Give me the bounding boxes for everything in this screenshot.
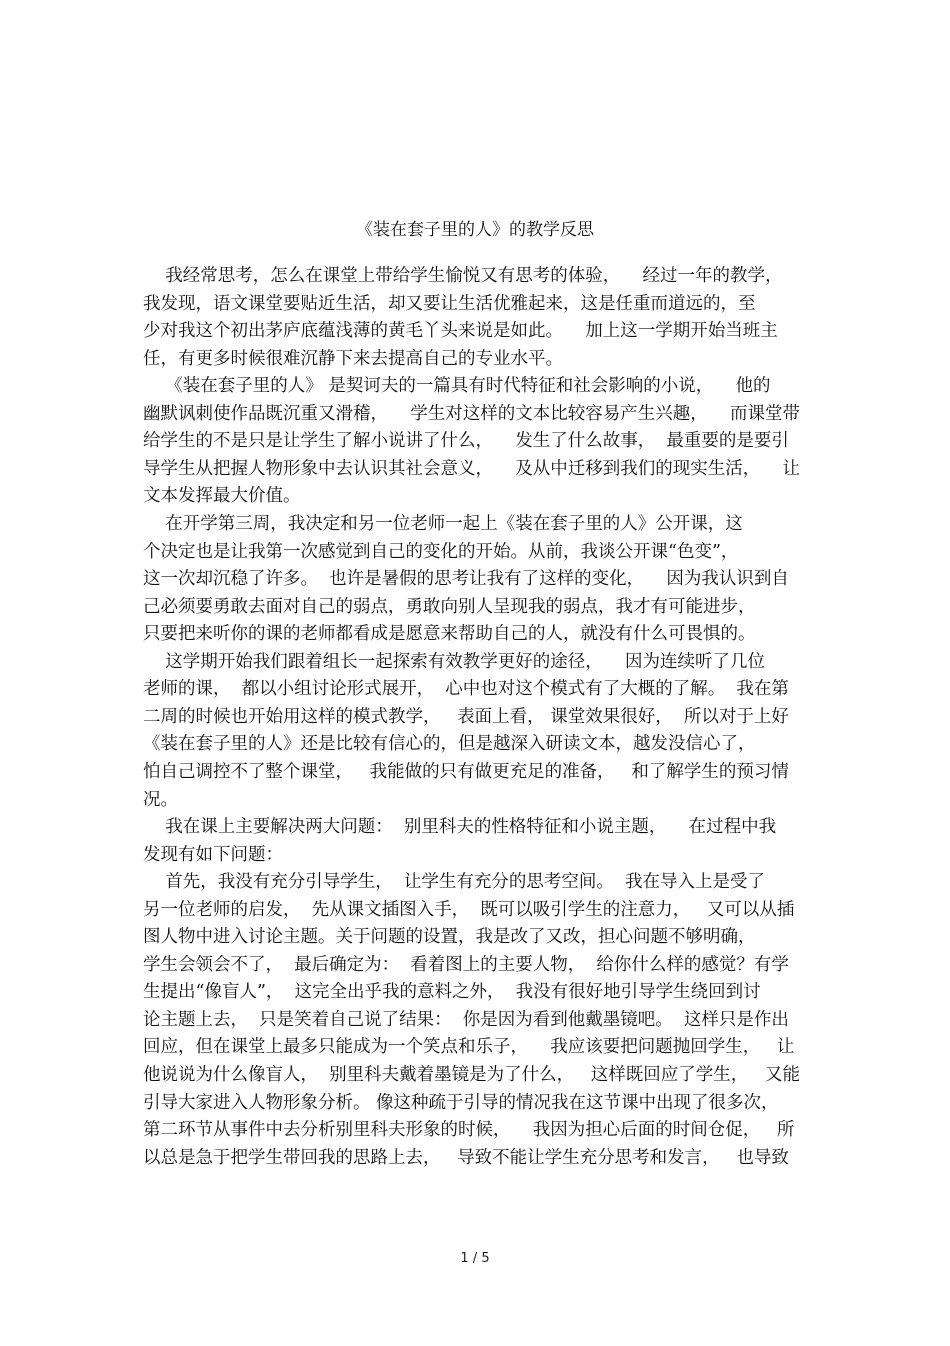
body-text-line: 任，有更多时候很难沉静下来去提高自己的专业水平。 [143, 348, 563, 369]
body-text-line: 个决定也是让我第一次感觉到自己的变化的开始。从前，我谈公开课“色变”， [143, 541, 739, 562]
body-text-line: 首先，我没有充分引导学生， 让学生有充分的思考空间。 我在导入上是受了 [143, 872, 765, 893]
body-text-line: 少对我这个初出茅庐底蕴浅薄的黄毛丫头来说是如此。 加上这一学期开始当班主 [143, 321, 778, 342]
body-text-line: 发现有如下问题： [143, 844, 283, 865]
body-text-line: 我在课上主要解决两大问题： 别里科夫的性格特征和小说主题， 在过程中我 [143, 817, 777, 837]
body-text-line: 给学生的不是只是让学生了解小说讲了什么， 发生了什么故事， 最重要的是要引 [143, 431, 789, 452]
body-text-line: 第二环节从事件中去分析别里科夫形象的时候， 我因为担心后面的时间仓促， 所 [143, 1120, 795, 1141]
body-text-line: 另一位老师的启发， 先从课文插图入手， 既可以吸引学生的注意力， 又可以从插 [143, 899, 795, 920]
body-text-line: 我经常思考，怎么在课堂上带给学生愉悦又有思考的体验， 经过一年的教学， [143, 266, 783, 286]
body-text-line: 学生会领会不了， 最后确定为： 看着图上的主要人物， 给你什么样的感觉？有学 [143, 954, 789, 975]
body-text-line: 只要把来听你的课的老师都看成是愿意来帮助自己的人，就没有什么可畏惧的。 [143, 624, 756, 645]
body-text-line: 文本发挥最大价值。 [143, 486, 301, 507]
body-text-line: 况。 [143, 789, 178, 810]
body-text-line: 导学生从把握人物形象中去认识其社会意义， 及从中迁移到我们的现实生活， 让 [143, 458, 800, 479]
body-text-line: 《装在套子里的人》 是契诃夫的一篇具有时代特征和社会影响的小说， 他的 [143, 376, 771, 397]
body-text-line: 他说说为什么像盲人， 别里科夫戴着墨镜是为了什么， 这样既回应了学生， 又能 [143, 1065, 800, 1085]
body-text-line: 生提出“像盲人”， 这完全出乎我的意料之外， 我没有很好地引导学生绕回到讨 [143, 982, 761, 1003]
body-text-line: 图人物中进入讨论主题。关于问题的设置，我是改了又改，担心问题不够明确， [143, 927, 756, 948]
body-text-line: 这一次却沉稳了许多。 也许是暑假的思考让我有了这样的变化， 因为我认识到自 [143, 569, 789, 589]
body-text-line: 我发现，语文课堂要贴近生活，却又要让生活优雅起来，这是任重而道远的，至 [143, 293, 756, 314]
body-text-line: 怕自己调控不了整个课堂， 我能做的只有做更充足的准备， 和了解学生的预习情 [143, 761, 789, 782]
body-text-line: 以总是急于把学生带回我的思路上去， 导致不能让学生充分思考和发言， 也导致 [143, 1147, 789, 1168]
body-text-line: 引导大家进入人物形象分析。 像这种疏于引导的情况我在这节课中出现了很多次， [143, 1092, 779, 1113]
body-text-line: 老师的课， 都以小组讨论形式展开， 心中也对这个模式有了大概的了解。 我在第 [143, 679, 789, 700]
body-text-line: 回应，但在课堂上最多只能成为一个笑点和乐子， 我应该要把问题抛回学生， 让 [143, 1037, 795, 1058]
body-text-line: 幽默讽刺使作品既沉重又滑稽， 学生对这样的文本比较容易产生兴趣， 而课堂带 [143, 403, 800, 424]
document-title: 《装在套子里的人》的教学反思 [356, 220, 594, 240]
body-text-line: 《装在套子里的人》还是比较有信心的，但是越深入研读文本，越发没信心了， [143, 734, 756, 755]
body-text-line: 己必须要勇敢去面对自己的弱点，勇敢向别人呈现我的弱点，我才有可能进步， [143, 596, 756, 617]
body-text-line: 在开学第三周，我决定和另一位老师一起上《装在套子里的人》公开课，这 [143, 514, 743, 534]
body-text-line: 这学期开始我们跟着组长一起探索有效教学更好的途径， 因为连续听了几位 [143, 651, 765, 672]
body-text-line: 二周的时候也开始用这样的模式教学， 表面上看， 课堂效果很好， 所以对于上好 [143, 706, 789, 727]
page-number: 1 / 5 [460, 1251, 490, 1266]
body-text-line: 论主题上去， 只是笑着自己说了结果： 你是因为看到他戴墨镜吧。 这样只是作出 [143, 1009, 789, 1030]
